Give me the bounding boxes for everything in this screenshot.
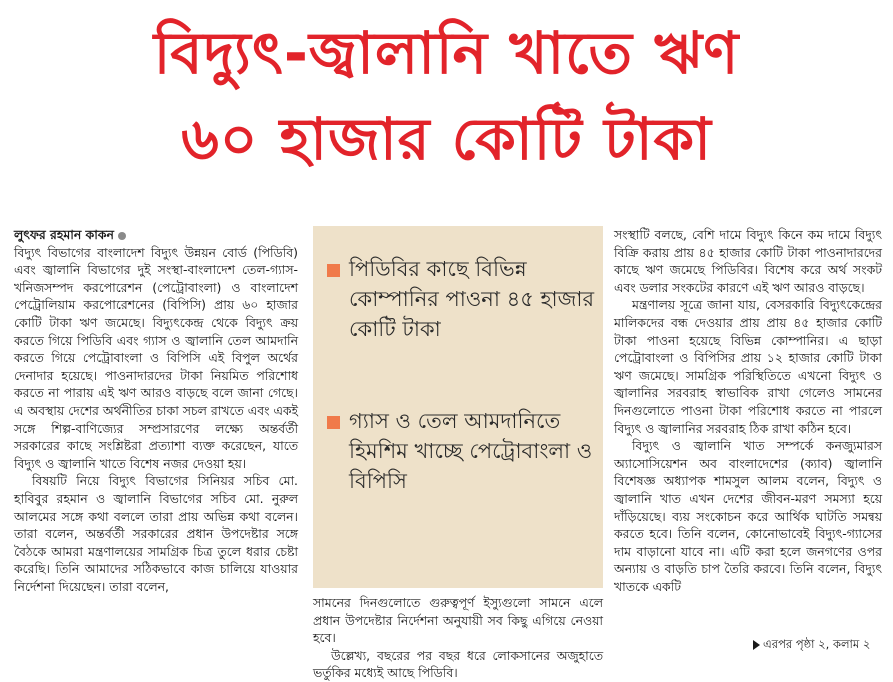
byline (14, 226, 298, 244)
byline-bullet-icon (118, 232, 126, 240)
article-column-3 (614, 226, 882, 595)
paragraph: উল্লেখ্য, বছরের পর বছর ধরে লোকসানের অজুহাতে ভর্তুকির মধ্যেই আছে পিডিবি। (313, 647, 603, 681)
paragraph: সামনের দিনগুলোতে গুরুত্বপূর্ণ ইস্যুগুলো সামনে এলে প্রধান উপদেষ্টার নির্দেশনা অনুযায়ী সব কিছু এগিয়ে নেওয়া হবে। (313, 595, 603, 646)
article-column-2 (313, 594, 603, 682)
paragraph: সংস্থাটি বলছে, বেশি দামে বিদ্যুৎ কিনে কম দামে বিদ্যুৎ বিক্রি করায় প্রায় ৪৫ হাজার কোটি টাকা পাওনাদারদের কাছে ঋণ জমেছে পিডিবির। বিশেষ করে অর্থ সংকট এবং ডলার সংকটের কারণে এই ঋণ আরও বাড়ছে। (614, 227, 882, 295)
pull-quote-text: পিডিবির কাছে বিভিন্ন কোম্পানির পাওনা ৪৫ হাজার কোটি টাকা (349, 257, 595, 341)
paragraph: বিদ্যুৎ ও জ্বালানি খাত সম্পর্কে কনজ্যুমারস অ্যাসোসিয়েশন অব বাংলাদেশের (ক্যাব) জ্বালানি বিশেষজ্ঞ অধ্যাপক শামসুল আলম বলেন, বিদ্যুৎ ও জ্বালানি খাত এখন দেশের জীবন-মরণ সমস্যা হয়ে দাঁড়িয়েছে। ব্যয় সংকোচন করে আর্থিক ঘাটতি সমন্বয় করতে হবে। তিনি বলেন, কোনোভাবেই বিদ্যুৎ-গ্যাসের দাম বাড়ানো যাবে না। এটি করা হলে জনগণের ওপর অন্যায় ও বাড়তি চাপ তৈরি করবে। তিনি বলেন, বিদ্যুৎ খাতকে একটি (614, 438, 882, 594)
byline-text: লুৎফর রহমান কাকন (14, 227, 114, 242)
pull-quote-item (327, 254, 595, 344)
square-bullet-icon (327, 264, 340, 277)
pull-quote-box (313, 226, 603, 588)
pull-quote-item (327, 406, 595, 496)
paragraph: বিষয়টি নিয়ে বিদ্যুৎ বিভাগের সিনিয়র সচিব মো. হাবিবুর রহমান ও জ্বালানি বিভাগের সচিব মো. নুরুল আলমের সঙ্গে কথা বললে তারা প্রায় অভিন্ন কথা বলেন। তারা বলেন, অন্তর্বর্তী সরকারের প্রধান উপদেষ্টার সঙ্গে বৈঠকে আমরা মন্ত্রণালয়ের সামগ্রিক চিত্র তুলে ধরার চেষ্টা করেছি। তিনি আমাদের সঠিকভাবে কাজ চালিয়ে যাওয়ার নির্দেশনা দিয়েছেন। তারা বলেন, (14, 473, 298, 594)
article-column-1 (14, 226, 298, 595)
headline (0, 10, 893, 182)
headline-line-1: বিদ্যুৎ-জ্বালানি খাতে ঋণ (153, 19, 740, 87)
continued-jump-line (753, 636, 870, 655)
jump-text: এরপর পৃষ্ঠা ২, কলাম ২ (763, 637, 871, 651)
headline-line-2: ৬০ হাজার কোটি টাকা (181, 105, 712, 173)
pull-quote-text: গ্যাস ও তেল আমদানিতে হিমশিম খাচ্ছে পেট্রোবাংলা ও বিপিসি (349, 409, 593, 493)
paragraph: বিদ্যুৎ বিভাগের বাংলাদেশ বিদ্যুৎ উন্নয়ন বোর্ড (পিডিবি) এবং জ্বালানি বিভাগের দুই সংস্থা-বাংলাদেশ তেল-গ্যাস-খনিজসম্পদ করপোরেশন (পেট্রোবাংলা) ও বাংলাদেশ পেট্রোলিয়াম করপোরেশনের (বিপিসি) প্রায় ৬০ হাজার কোটি টাকা ঋণ জমেছে। বিদ্যুৎকেন্দ্র থেকে বিদ্যুৎ ক্রয় করতে গিয়ে পিডিবি এবং গ্যাস ও জ্বালানি তেল আমদানি করতে গিয়ে পেট্রোবাংলা ও বিপিসি এই বিপুল অর্থের দেনাদার হয়েছে। পাওনাদারদের টাকা নিয়মিত পরিশোধ করতে না পারায় এই ঋণ আরও বাড়ছে বলে জানা গেছে। এ অবস্থায় দেশের অর্থনীতির চাকা সচল রাখতে এবং একই সঙ্গে শিল্প-বাণিজ্যের সম্প্রসারণের লক্ষ্যে অন্তর্বর্তী সরকারের কাছে সংশ্লিষ্টরা প্রত্যাশা ব্যক্ত করেছেন, যাতে বিদ্যুৎ ও জ্বালানি খাতে বিশেষ নজর দেওয়া হয়। (14, 244, 298, 471)
triangle-arrow-icon (753, 640, 760, 650)
square-bullet-icon (327, 416, 340, 429)
paragraph: মন্ত্রণালয় সূত্রে জানা যায়, বেসরকারি বিদ্যুৎকেন্দ্রের মালিকদের বন্ধ দেওয়ার প্রায় প্রায় ৪৫ হাজার কোটি টাকা পাওনা হয়েছে বিভিন্ন কোম্পানির। এ ছাড়া পেট্রোবাংলা ও বিপিসির প্রায় ১২ হাজার কোটি টাকা ঋণ জমেছে। সামগ্রিক পরিস্থিতিতে এখনো বিদ্যুৎ ও জ্বালানির সরবরাহ স্বাভাবিক রাখা গেলেও সামনের দিনগুলোতে পাওনা টাকা পরিশোধ করতে না পারলে বিদ্যুৎ ও জ্বালানির সরবরাহ ঠিক রাখা কঠিন হবে। (614, 297, 882, 436)
